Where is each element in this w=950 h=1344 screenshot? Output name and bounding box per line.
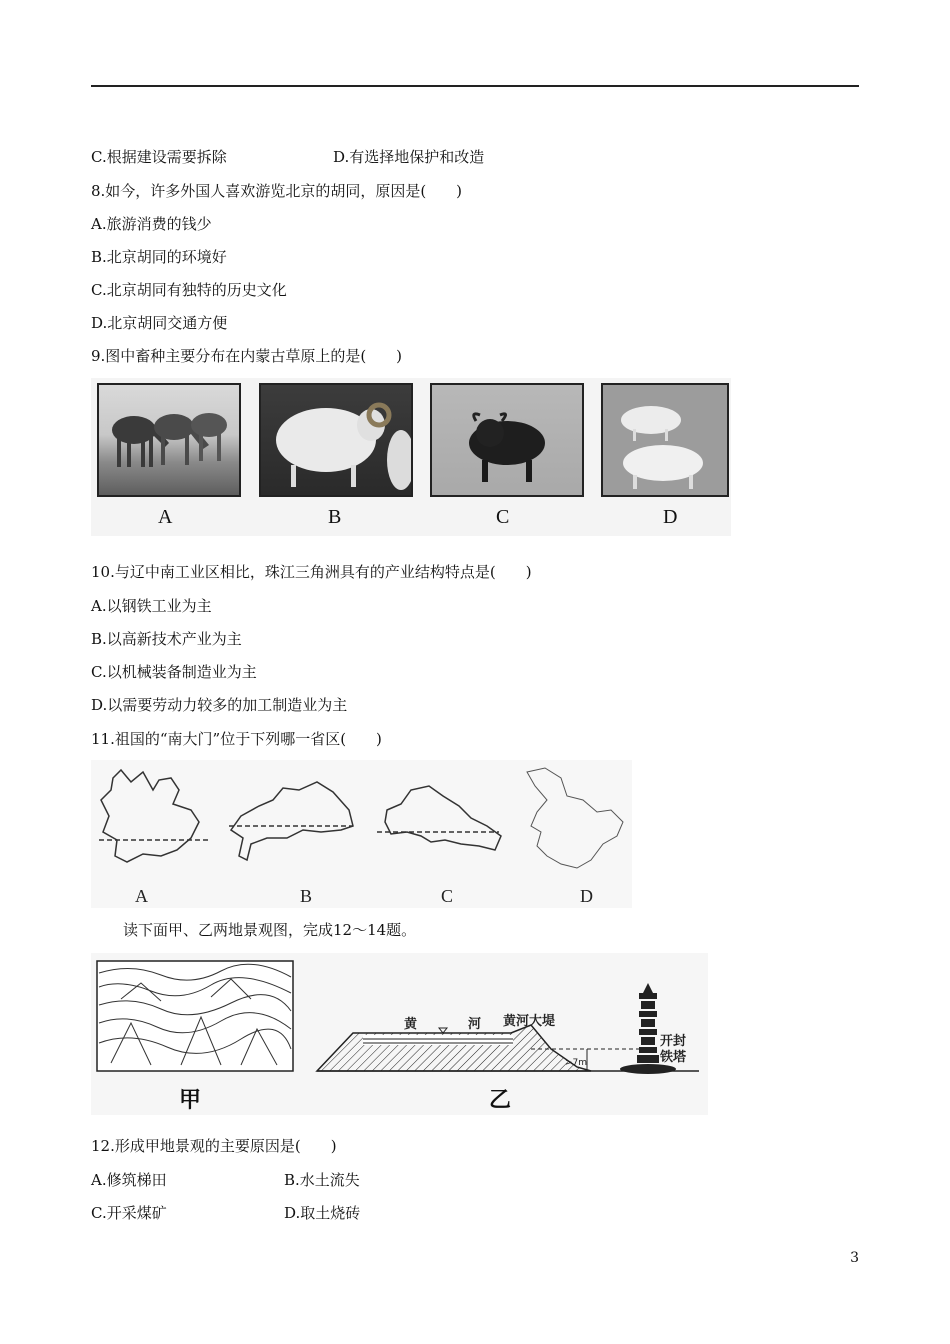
label-dike: 黄河大堤 — [503, 1014, 556, 1029]
caption-yi: 乙 — [489, 1088, 512, 1113]
q12-intro: 读下面甲、乙两地景观图，完成12～14题。 — [123, 921, 417, 939]
q12-option-a: A.修筑梯田 — [91, 1171, 167, 1189]
q12-stem: 12.形成甲地景观的主要原因是( ) — [91, 1137, 337, 1155]
q9-label-a: A — [158, 506, 173, 528]
q12-option-c: C.开采煤矿 — [91, 1204, 167, 1222]
province-outline-c — [385, 786, 501, 850]
q8-option-d: D.北京胡同交通方便 — [91, 314, 228, 332]
q10-option-b: B.以高新技术产业为主 — [91, 630, 242, 648]
q7-option-c: C.根据建设需要拆除 — [91, 148, 227, 166]
province-outline-b — [231, 782, 353, 860]
q11-label-a: A — [135, 886, 148, 906]
label-he: 河 — [468, 1017, 482, 1032]
landscape-figure — [91, 953, 708, 1115]
q12-option-d: D.取土烧砖 — [284, 1204, 361, 1222]
q11-stem: 11.祖国的“南大门”位于下列哪一省区( ) — [91, 730, 382, 748]
label-tower: 铁塔 — [660, 1050, 687, 1065]
q8-option-b: B.北京胡同的环境好 — [91, 248, 227, 266]
q10-option-c: C.以机械装备制造业为主 — [91, 663, 257, 681]
q11-label-d: D — [580, 886, 593, 906]
q12-option-b: B.水土流失 — [284, 1171, 360, 1189]
q9-label-d: D — [663, 506, 678, 528]
q10-stem: 10.与辽中南工业区相比，珠江三角洲具有的产业结构特点是( ) — [91, 563, 532, 581]
page-number: 3 — [850, 1250, 859, 1266]
yak-photo — [430, 383, 584, 497]
loess-plateau-drawing — [97, 961, 293, 1071]
label-kaifeng: 开封 — [660, 1034, 687, 1049]
q9-stem: 9.图中畜种主要分布在内蒙古草原上的是( ) — [91, 347, 403, 365]
label-height: >7m — [565, 1058, 588, 1068]
q11-label-b: B — [300, 886, 313, 906]
livestock-figure — [91, 378, 731, 536]
province-outline-a — [101, 770, 199, 862]
q8-option-a: A.旅游消费的钱少 — [91, 215, 212, 233]
label-huang: 黄 — [404, 1017, 418, 1032]
q8-stem: 8.如今，许多外国人喜欢游览北京的胡同，原因是( ) — [91, 182, 463, 200]
sheep-photo — [601, 383, 729, 497]
province-outline-d — [527, 768, 623, 868]
province-outlines-figure — [91, 760, 632, 908]
q11-label-c: C — [441, 886, 454, 906]
q8-option-c: C.北京胡同有独特的历史文化 — [91, 281, 287, 299]
q9-label-b: B — [328, 506, 342, 528]
q10-option-d: D.以需要劳动力较多的加工制造业为主 — [91, 696, 348, 714]
caption-jia: 甲 — [179, 1088, 202, 1113]
q9-label-c: C — [496, 506, 510, 528]
q7-option-d: D.有选择地保护和改造 — [333, 148, 485, 166]
ram-photo — [259, 383, 413, 497]
header-rule — [91, 85, 859, 87]
horses-photo — [97, 383, 241, 497]
q10-option-a: A.以钢铁工业为主 — [91, 597, 212, 615]
